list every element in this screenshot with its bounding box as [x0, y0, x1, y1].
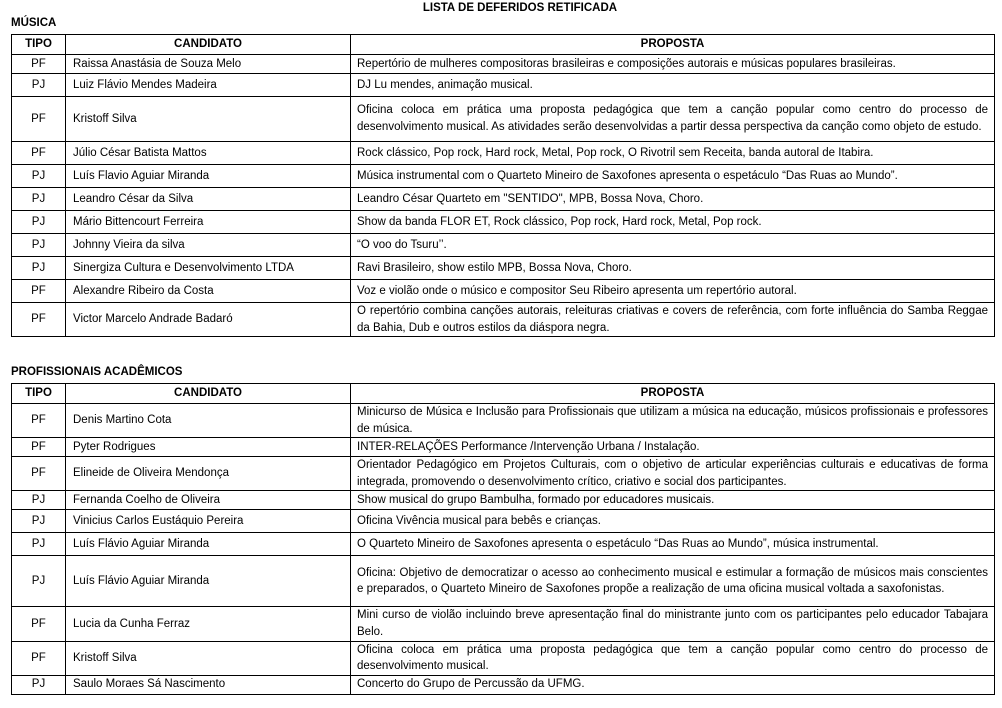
- header-candidato: CANDIDATO: [66, 384, 351, 404]
- table-row: [12, 641, 995, 675]
- row-tipo: PJ: [12, 675, 66, 694]
- row-proposta: O Quarteto Mineiro de Saxofones apresenta o espetáculo “Das Ruas ao Mundo”, música instrumental.: [351, 533, 995, 556]
- row-tipo: PJ: [12, 556, 66, 607]
- row-tipo: PJ: [12, 533, 66, 556]
- table-row: [12, 607, 995, 641]
- table-row: [12, 556, 995, 607]
- row-candidato: Alexandre Ribeiro da Costa: [66, 280, 351, 303]
- row-tipo: PF: [12, 142, 66, 165]
- table-row: [12, 533, 995, 556]
- table-row: [12, 142, 995, 165]
- table-row: [12, 457, 995, 491]
- row-tipo: PF: [12, 438, 66, 457]
- row-candidato: Pyter Rodrigues: [66, 438, 351, 457]
- row-proposta: Show musical do grupo Bambulha, formado por educadores musicais.: [351, 491, 995, 510]
- table-row: [12, 280, 995, 303]
- header-tipo: TIPO: [12, 35, 66, 55]
- table-row: [12, 55, 995, 74]
- row-candidato: Luís Flávio Aguiar Miranda: [66, 556, 351, 607]
- row-candidato: Fernanda Coelho de Oliveira: [66, 491, 351, 510]
- row-tipo: PF: [12, 607, 66, 641]
- row-proposta: Show da banda FLOR ET, Rock clássico, Pop rock, Hard rock, Metal, Pop rock.: [351, 211, 995, 234]
- row-tipo: PF: [12, 97, 66, 142]
- row-candidato: Victor Marcelo Andrade Badaró: [66, 303, 351, 337]
- table-row: [12, 74, 995, 97]
- row-tipo: PJ: [12, 165, 66, 188]
- table-row: [12, 404, 995, 438]
- academicos-table: [11, 383, 995, 695]
- table-row: [12, 257, 995, 280]
- musica-rows: [12, 55, 995, 337]
- row-proposta: “O voo do Tsuru’’.: [351, 234, 995, 257]
- row-candidato: Júlio César Batista Mattos: [66, 142, 351, 165]
- table-header-row: [12, 384, 995, 404]
- academicos-rows: [12, 404, 995, 695]
- row-candidato: Johnny Vieira da silva: [66, 234, 351, 257]
- row-tipo: PJ: [12, 510, 66, 533]
- row-candidato: Denis Martino Cota: [66, 404, 351, 438]
- row-candidato: Raissa Anastásia de Souza Melo: [66, 55, 351, 74]
- row-tipo: PF: [12, 457, 66, 491]
- row-proposta: Oficina coloca em prática uma proposta pedagógica que tem a canção popular como centro do processo de desenvolvimento musical. As atividades serão desenvolvidas a partir dessa perspectiva da canção como objeto de estudo.: [351, 97, 995, 142]
- row-tipo: PF: [12, 404, 66, 438]
- row-candidato: Kristoff Silva: [66, 97, 351, 142]
- row-candidato: Luís Flavio Aguiar Miranda: [66, 165, 351, 188]
- row-proposta: O repertório combina canções autorais, releituras criativas e covers de referência, com forte influência do Samba Reggae da Bahia, Dub e outros estilos da diáspora negra.: [351, 303, 995, 337]
- table-row: [12, 675, 995, 694]
- row-candidato: Vinicius Carlos Eustáquio Pereira: [66, 510, 351, 533]
- table-row: [12, 438, 995, 457]
- row-tipo: PJ: [12, 257, 66, 280]
- row-proposta: Orientador Pedagógico em Projetos Culturais, com o objetivo de articular experiências culturais e educativas de forma integrada, promovendo o desenvolvimento crítico, criativo e social dos participantes.: [351, 457, 995, 491]
- header-proposta: PROPOSTA: [351, 35, 995, 55]
- row-tipo: PJ: [12, 188, 66, 211]
- row-proposta: Música instrumental com o Quarteto Mineiro de Saxofones apresenta o espetáculo “Das Ruas ao Mundo”.: [351, 165, 995, 188]
- row-tipo: PF: [12, 641, 66, 675]
- header-proposta: PROPOSTA: [351, 384, 995, 404]
- table-row: [12, 211, 995, 234]
- row-candidato: Saulo Moraes Sá Nascimento: [66, 675, 351, 694]
- row-proposta: Repertório de mulheres compositoras brasileiras e composições autorais e músicas populares brasileiras.: [351, 55, 995, 74]
- row-candidato: Elineide de Oliveira Mendonça: [66, 457, 351, 491]
- row-tipo: PJ: [12, 491, 66, 510]
- table-row: [12, 303, 995, 337]
- row-tipo: PJ: [12, 234, 66, 257]
- row-candidato: Lucia da Cunha Ferraz: [66, 607, 351, 641]
- row-candidato: Luiz Flávio Mendes Madeira: [66, 74, 351, 97]
- row-candidato: Mário Bittencourt Ferreira: [66, 211, 351, 234]
- row-proposta: Voz e violão onde o músico e compositor Seu Ribeiro apresenta um repertório autoral.: [351, 280, 995, 303]
- table-row: [12, 165, 995, 188]
- row-tipo: PJ: [12, 74, 66, 97]
- table-row: [12, 188, 995, 211]
- row-tipo: PF: [12, 55, 66, 74]
- row-proposta: INTER-RELAÇÕES Performance /Intervenção Urbana / Instalação.: [351, 438, 995, 457]
- header-tipo: TIPO: [12, 384, 66, 404]
- row-proposta: DJ Lu mendes, animação musical.: [351, 74, 995, 97]
- table-row: [12, 234, 995, 257]
- row-proposta: Concerto do Grupo de Percussão da UFMG.: [351, 675, 995, 694]
- table-row: [12, 510, 995, 533]
- row-candidato: Sinergiza Cultura e Desenvolvimento LTDA: [66, 257, 351, 280]
- row-candidato: Luís Flávio Aguiar Miranda: [66, 533, 351, 556]
- row-proposta: Oficina coloca em prática uma proposta pedagógica que tem a canção popular como centro do processo de desenvolvimento musical.: [351, 641, 995, 675]
- table-row: [12, 491, 995, 510]
- row-candidato: Kristoff Silva: [66, 641, 351, 675]
- section-musica-title: MÚSICA: [11, 17, 57, 29]
- row-proposta: Minicurso de Música e Inclusão para Profissionais que utilizam a música na educação, músicos profissionais e professores de música.: [351, 404, 995, 438]
- row-tipo: PJ: [12, 211, 66, 234]
- row-tipo: PF: [12, 280, 66, 303]
- row-proposta: Mini curso de violão incluindo breve apresentação final do ministrante junto com os participantes pelo educador Tabajara Belo.: [351, 607, 995, 641]
- document-title: LISTA DE DEFERIDOS RETIFICADA: [422, 2, 618, 14]
- row-candidato: Leandro César da Silva: [66, 188, 351, 211]
- musica-table: [11, 34, 995, 337]
- table-row: [12, 97, 995, 142]
- row-proposta: Rock clássico, Pop rock, Hard rock, Metal, Pop rock, O Rivotril sem Receita, banda autoral de Itabira.: [351, 142, 995, 165]
- row-tipo: PF: [12, 303, 66, 337]
- row-proposta: Ravi Brasileiro, show estilo MPB, Bossa Nova, Choro.: [351, 257, 995, 280]
- table-header-row: [12, 35, 995, 55]
- row-proposta: Oficina Vivência musical para bebês e crianças.: [351, 510, 995, 533]
- header-candidato: CANDIDATO: [66, 35, 351, 55]
- section-academicos-title: PROFISSIONAIS ACADÊMICOS: [11, 366, 183, 378]
- row-proposta: Oficina: Objetivo de democratizar o acesso ao conhecimento musical e estimular a formação de músicos mais conscientes e preparados, o Quarteto Mineiro de Saxofones propõe a realização de uma oficina musical voltada a saxofonistas.: [351, 556, 995, 607]
- row-proposta: Leandro César Quarteto em "SENTIDO", MPB, Bossa Nova, Choro.: [351, 188, 995, 211]
